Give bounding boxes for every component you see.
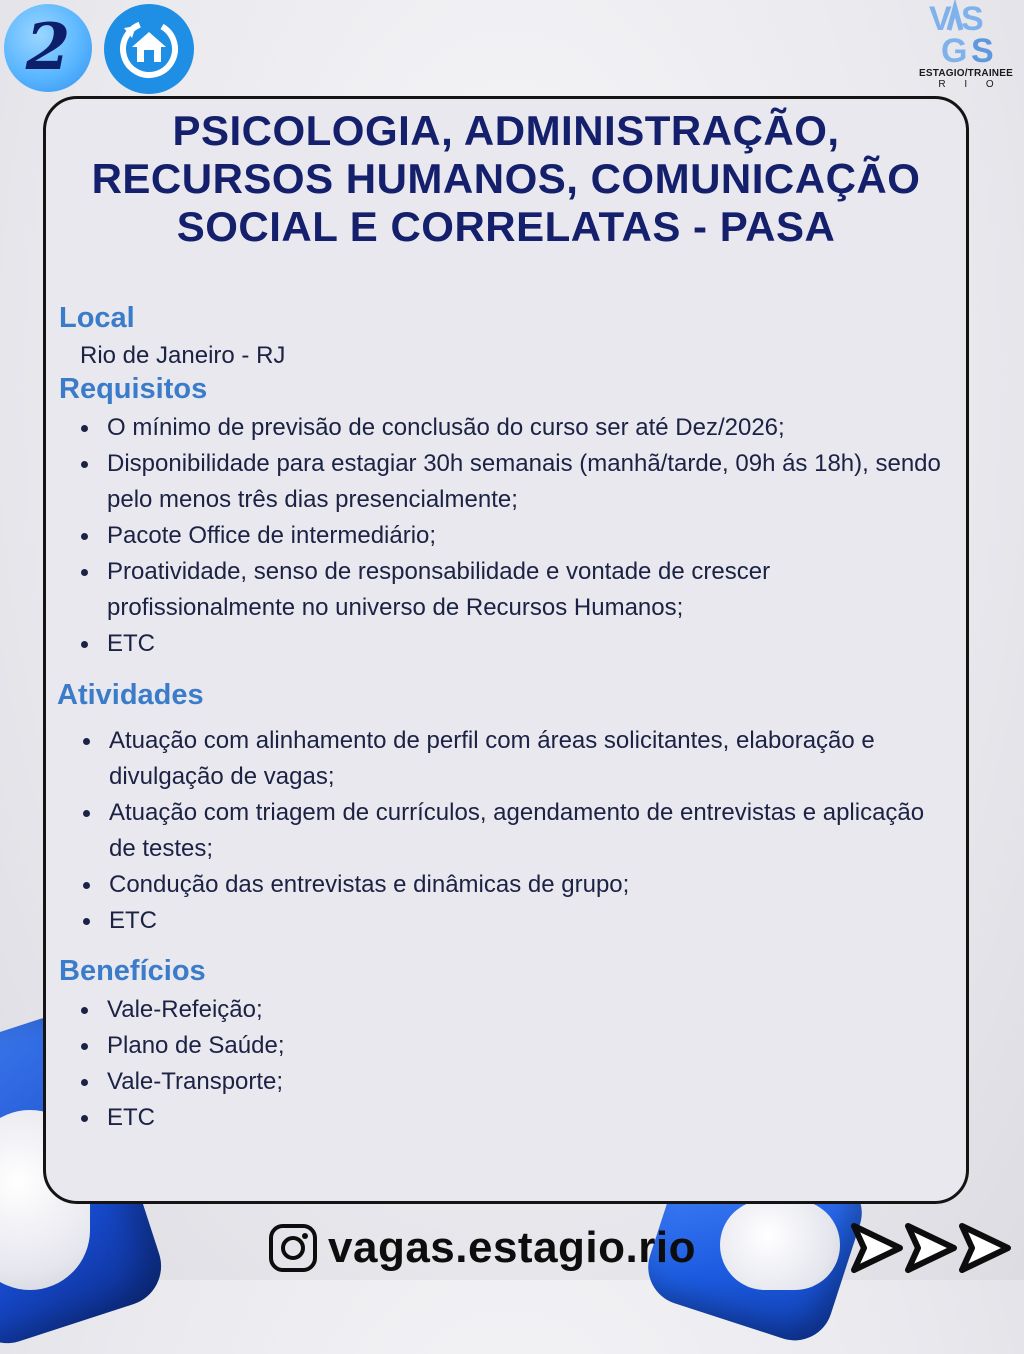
- instagram-icon: [268, 1223, 318, 1273]
- page-number-badge: [4, 4, 92, 92]
- job-title-line: SOCIAL E CORRELATAS - PASA: [176, 203, 836, 250]
- job-title: [56, 107, 956, 251]
- next-page-button[interactable]: [850, 1218, 1018, 1278]
- list-item: O mínimo de previsão de conclusão do curso ser até Dez/2026;: [59, 410, 949, 446]
- list-item: Pacote Office de intermediário;: [59, 518, 949, 554]
- beneficios-heading: Benefícios: [59, 955, 206, 987]
- list-item: ETC: [61, 903, 961, 939]
- brand-logo: [908, 0, 1024, 96]
- list-item: ETC: [59, 1100, 949, 1136]
- instagram-link[interactable]: [268, 1220, 696, 1276]
- list-item: Condução das entrevistas e dinâmicas de grupo;: [61, 867, 961, 903]
- atividades-list: [61, 723, 961, 939]
- job-title-line: RECURSOS HUMANOS, COMUNICAÇÃO: [91, 155, 921, 202]
- logo-subtitle: ESTAGIO/TRAINEE: [919, 68, 1013, 79]
- vagas-logo-icon: [921, 0, 1011, 66]
- job-title-line: PSICOLOGIA, ADMINISTRAÇÃO,: [172, 107, 840, 154]
- home-button[interactable]: [104, 4, 194, 94]
- job-card: [43, 96, 969, 1204]
- svg-text:V: V: [929, 0, 952, 38]
- svg-text:S: S: [961, 0, 984, 38]
- requisitos-heading: Requisitos: [59, 373, 208, 405]
- list-item: Atuação com alinhamento de perfil com áreas solicitantes, elaboração e divulgação de vagas;: [61, 723, 961, 795]
- beneficios-list: [59, 992, 949, 1136]
- list-item: Proatividade, senso de responsabilidade e vontade de crescer profissionalmente no universo de Recursos Humanos;: [59, 554, 867, 626]
- list-item: Plano de Saúde;: [59, 1028, 949, 1064]
- home-refresh-icon: [114, 14, 184, 84]
- logo-city: R I O: [938, 79, 1002, 90]
- list-item: ETC: [59, 626, 949, 662]
- next-arrows-icon: [850, 1218, 1018, 1278]
- local-value: Rio de Janeiro - RJ: [80, 342, 286, 369]
- list-item: Vale-Transporte;: [59, 1064, 949, 1100]
- local-heading: Local: [59, 302, 135, 334]
- svg-text:G: G: [941, 32, 968, 66]
- svg-text:S: S: [971, 32, 994, 66]
- atividades-heading: Atividades: [57, 679, 204, 711]
- page-number: 2: [25, 10, 71, 85]
- requisitos-list: [59, 410, 949, 662]
- decorative-white-shape-right: [720, 1200, 840, 1290]
- list-item: Disponibilidade para estagiar 30h semanais (manhã/tarde, 09h ás 18h), sendo pelo menos três dias presencialmente;: [59, 446, 949, 518]
- list-item: Atuação com triagem de currículos, agendamento de entrevistas e aplicação de testes;: [61, 795, 929, 867]
- list-item: Vale-Refeição;: [59, 992, 949, 1028]
- instagram-handle: vagas.estagio.rio: [328, 1223, 696, 1272]
